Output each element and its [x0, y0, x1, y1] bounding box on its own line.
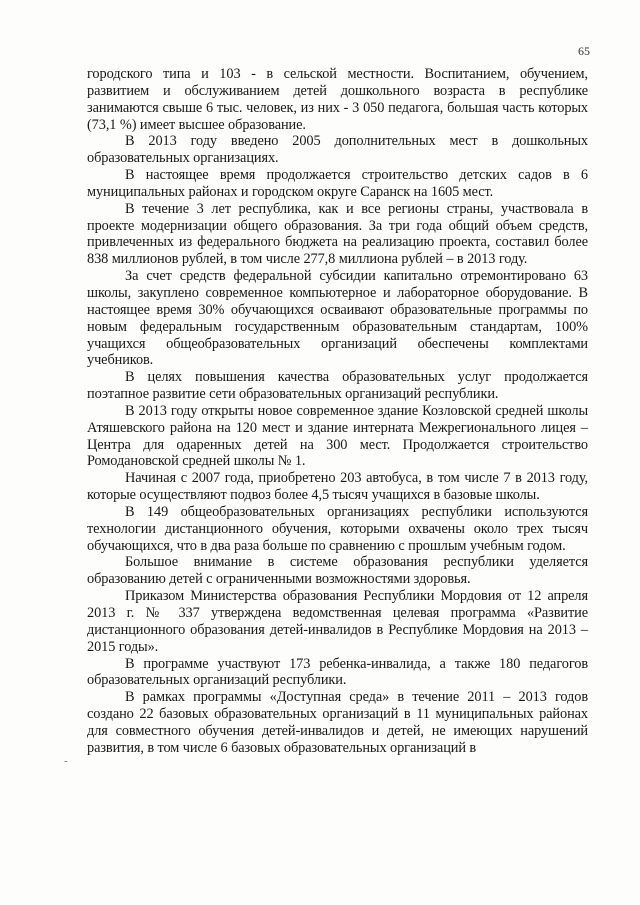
- paragraph: В программе участвуют 173 ребенка-инвалида, а также 180 педагогов образовательных организаций республики.: [87, 655, 588, 689]
- paragraph: В настоящее время продолжается строительство детских садов в 6 муниципальных районах и городском округе Саранск на 1605 мест.: [87, 167, 588, 200]
- paragraph: В 149 общеобразовательных организациях республики используются технологии дистанционного обучения, которыми охвачены около трех тысяч обучающихся, что в два раза больше по сравнению с прошлым учебным годом.: [87, 503, 588, 554]
- paragraph: Приказом Министерства образования Республики Мордовия от 12 апреля 2013 г. № 337 утверждена ведомственная целевая программа «Развитие дистанционного образования детей-инвалидов в Республике Мордовия на 2013 – 2015 годы».: [87, 588, 588, 655]
- paragraph: Большое внимание в системе образования республики уделяется образованию детей с ограниченными возможностями здоровья.: [87, 554, 588, 588]
- paragraph: В целях повышения качества образовательных услуг продолжается поэтапное развитие сети образовательных организаций республики.: [87, 369, 588, 403]
- paragraph: В 2013 году открыты новое современное здание Козловской средней школы Атяшевского района на 120 мест и здание интерната Межрегионального лицея – Центра для одаренных детей на 300 мест. Продолжается строительство Ромодановской средней школы № 1.: [87, 402, 588, 470]
- margin-mark: -: [64, 755, 68, 767]
- paragraph: За счет средств федеральной субсидии капитально отремонтировано 63 школы, закуплено современное компьютерное и лабораторное оборудование. В настоящее время 30% обучающихся осваивают образовательные программы по новым федеральным государственным образовательным стандартам, 100% учащихся общеобразовательных организаций обеспечены комплектами учебников.: [87, 268, 588, 369]
- paragraph: В течение 3 лет республика, как и все регионы страны, участвовала в проекте модернизации общего образования. За три года общий объем средств, привлеченных из федерального бюджета на реализацию проекта, составил более 838 миллионов рублей, в том числе 277,8 миллиона рублей – в 2013 году.: [87, 200, 588, 268]
- paragraph-continuation: городского типа и 103 - в сельской местности. Воспитанием, обучением, развитием и обслуживанием детей дошкольного возраста в республике занимаются свыше 6 тыс. человек, из них - 3 050 педагога, большая часть которых (73,1 %) имеет высшее образование.: [87, 66, 588, 133]
- document-body: [87, 66, 588, 757]
- paragraph: В рамках программы «Доступная среда» в течение 2011 – 2013 годов создано 22 базовых образовательных организаций в 11 муниципальных районах для совместного обучения детей-инвалидов и детей, не имеющих нарушений развития, в том числе 6 базовых образовательных организаций в: [87, 689, 588, 756]
- paragraph: В 2013 году введено 2005 дополнительных мест в дошкольных образовательных организациях.: [87, 133, 588, 167]
- paragraph: Начиная с 2007 года, приобретено 203 автобуса, в том числе 7 в 2013 году, которые осуществляют подвоз более 4,5 тысяч учащихся в базовые школы.: [87, 470, 588, 504]
- page-number: 65: [578, 44, 590, 58]
